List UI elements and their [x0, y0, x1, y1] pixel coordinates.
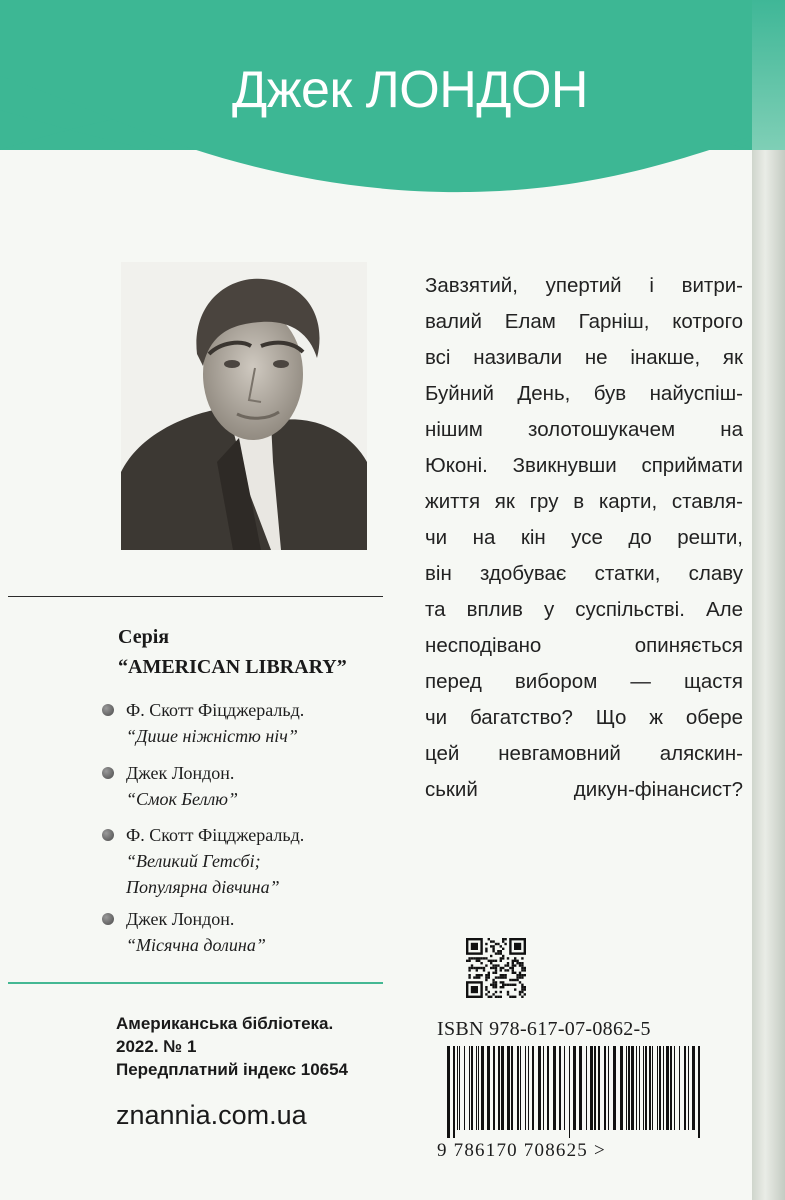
book-title: “Смок Беллю”: [126, 789, 238, 809]
book-title-continued: Популярна дівчина”: [126, 877, 280, 897]
book-spine-edge: [752, 0, 785, 1200]
description-line: та вплив у суспільстві. Але: [425, 598, 743, 621]
description-line: всі називали не інакше, як: [425, 346, 743, 369]
description-line: Юконі. Звикнувши сприймати: [425, 454, 743, 477]
book-title: “Місячна долина”: [126, 935, 266, 955]
barcode-icon: [437, 1046, 707, 1138]
description-line: валий Елам Гарніш, котрого: [425, 310, 743, 333]
bullet-icon: [102, 767, 114, 779]
description-line: чи на кін усе до решти,: [425, 526, 743, 549]
book-description: [425, 268, 743, 808]
description-line: цей невгамовний аляскин-: [425, 742, 743, 765]
imprint-year-issue: 2022. № 1: [116, 1037, 197, 1056]
qr-code-icon: [466, 938, 526, 998]
imprint-subscription-index: Передплатний індекс 10654: [116, 1060, 349, 1079]
book-author: Джек Лондон.: [126, 909, 235, 929]
series-heading: [118, 622, 347, 682]
bullet-icon: [102, 829, 114, 841]
description-line: нішим золотошукачем на: [425, 418, 743, 441]
portrait-image: [121, 262, 367, 550]
description-line: перед вибором — щастя: [425, 670, 743, 693]
publisher-website: znannia.com.ua: [116, 1100, 307, 1130]
divider-bottom: [8, 982, 383, 984]
book-title: “Великий Гетсбі;: [126, 851, 261, 871]
bullet-icon: [102, 913, 114, 925]
imprint: [116, 1012, 348, 1081]
bullet-icon: [102, 704, 114, 716]
book-author: Ф. Скотт Фіцджеральд.: [126, 700, 305, 720]
barcode-digits: 9 786170 708625 >: [437, 1140, 606, 1161]
author-portrait: [121, 262, 367, 550]
book-title: “Дише ніжністю ніч”: [126, 726, 298, 746]
description-line: він здобуває статки, славу: [425, 562, 743, 585]
description-line: Завзятий, упертий і витри-: [425, 274, 743, 297]
book-author: Джек Лондон.: [126, 763, 235, 783]
description-line: чи багатство? Що ж обере: [425, 706, 743, 729]
description-line: Буйний День, був найуспіш-: [425, 382, 743, 405]
isbn-number: ISBN 978-617-07-0862-5: [437, 1018, 651, 1040]
spine-green-band: [752, 0, 785, 150]
divider-top: [8, 596, 383, 597]
description-line: несподівано опиняється: [425, 634, 743, 657]
description-line: ський дикун-фінансист?: [425, 778, 743, 801]
author-name: Джек ЛОНДОН: [232, 61, 588, 119]
series-name: “AMERICAN LIBRARY”: [118, 656, 347, 678]
description-line: життя як гру в карти, ставля-: [425, 490, 743, 513]
imprint-series: Американська бібліотека.: [116, 1014, 334, 1033]
series-label: Серія: [118, 626, 170, 648]
book-author: Ф. Скотт Фіцджеральд.: [126, 825, 305, 845]
